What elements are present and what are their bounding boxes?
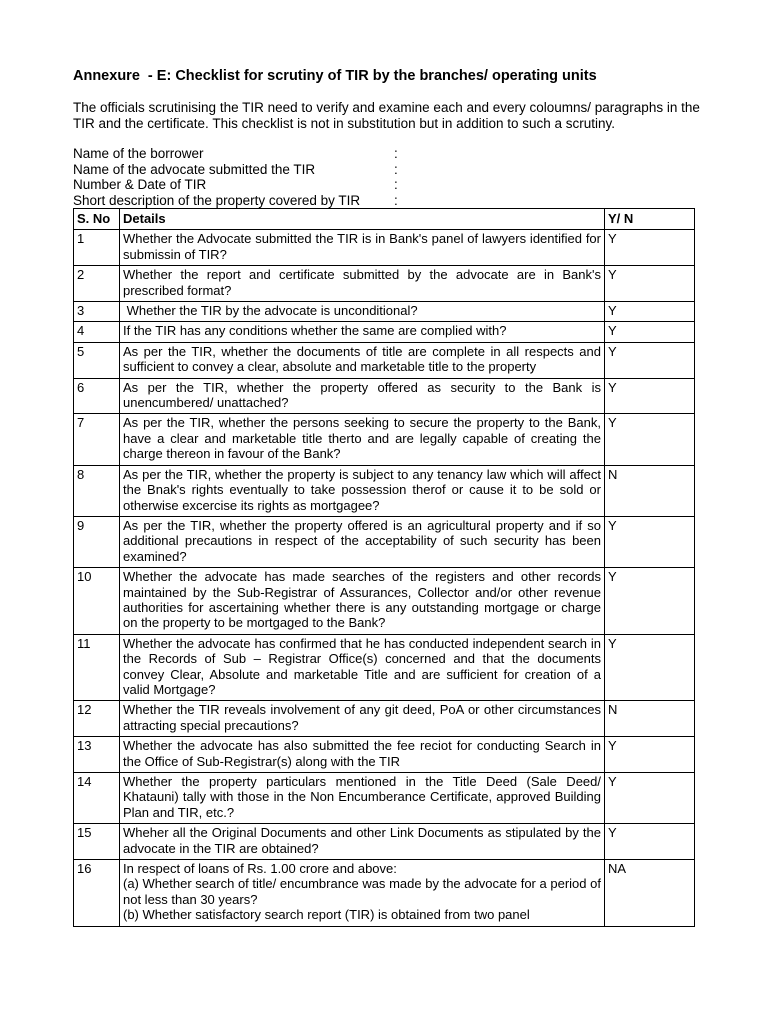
table-row: [74, 465, 695, 516]
table-row: [74, 414, 695, 465]
cell-sno: 7: [74, 414, 120, 465]
cell-sno: 2: [74, 266, 120, 302]
field-tir-number-date: [73, 177, 398, 193]
field-colon: :: [394, 177, 398, 193]
cell-details: If the TIR has any conditions whether the same are complied with?: [120, 322, 605, 342]
cell-yn: Y: [605, 266, 695, 302]
cell-yn: Y: [605, 414, 695, 465]
cell-details: As per the TIR, whether the property is subject to any tenancy law which will affect the Bnak's rights eventually to take possession therof or cause it to be sold or otherwise excercise its rights as mortgagee?: [120, 465, 605, 516]
page-title: Annexure - E: Checklist for scrutiny of TIR by the branches/ operating units: [73, 68, 597, 84]
table-row: [74, 302, 695, 322]
table-row: [74, 773, 695, 824]
cell-details: As per the TIR, whether the property offered as security to the Bank is unencumbered/ unattached?: [120, 378, 605, 414]
cell-sno: 8: [74, 465, 120, 516]
table-row: [74, 266, 695, 302]
cell-sno: 16: [74, 860, 120, 927]
cell-yn: Y: [605, 824, 695, 860]
cell-yn: N: [605, 465, 695, 516]
table-row: [74, 342, 695, 378]
cell-sno: 1: [74, 230, 120, 266]
field-label: Number & Date of TIR: [73, 177, 207, 193]
cell-sno: 14: [74, 773, 120, 824]
borrower-fields: [73, 146, 398, 208]
field-label: Short description of the property covered by TIR: [73, 192, 361, 208]
table-row: [74, 322, 695, 342]
cell-details: As per the TIR, whether the property offered is an agricultural property and if so additional precautions in respect of the acceptability of such security has been examined?: [120, 516, 605, 567]
cell-yn: Y: [605, 342, 695, 378]
cell-details: As per the TIR, whether the documents of title are complete in all respects and sufficient to convey a clear, absolute and marketable title to the property: [120, 342, 605, 378]
table-row: [74, 737, 695, 773]
cell-sno: 6: [74, 378, 120, 414]
cell-details: Whether the Advocate submitted the TIR is in Bank's panel of lawyers identified for submissin of TIR?: [120, 230, 605, 266]
field-property-description: [73, 192, 398, 209]
field-borrower-name: [73, 146, 398, 162]
table-row: [74, 824, 695, 860]
header-details: Details: [120, 209, 605, 230]
cell-sno: 11: [74, 634, 120, 701]
cell-yn: Y: [605, 773, 695, 824]
checklist-table: [73, 208, 695, 927]
cell-details: Whether the advocate has made searches of the registers and other records maintained by the Sub-Registrar of Assurances, Collector and/or other revenue authorities for ascertaining whether there is any outstanding mortgage or charge on the property to be mortgaged to the Bank?: [120, 568, 605, 635]
cell-yn: Y: [605, 378, 695, 414]
field-colon: :: [394, 161, 398, 177]
cell-sno: 4: [74, 322, 120, 342]
cell-sno: 3: [74, 302, 120, 322]
cell-yn: Y: [605, 230, 695, 266]
cell-details: Whether the TIR reveals involvement of any git deed, PoA or other circumstances attracting special precautions?: [120, 701, 605, 737]
cell-details: Whether the advocate has confirmed that he has conducted independent search in the Records of Sub – Registrar Office(s) concerned and that the documents convey Clear, Absolute and marketable Title and are sufficient for creation of a valid Mortgage?: [120, 634, 605, 701]
cell-sno: 10: [74, 568, 120, 635]
cell-yn: Y: [605, 322, 695, 342]
table-row: [74, 378, 695, 414]
header-yn: Y/ N: [605, 209, 695, 230]
cell-yn: Y: [605, 516, 695, 567]
cell-yn: NA: [605, 860, 695, 927]
cell-details: Whether the report and certificate submitted by the advocate are in Bank's prescribed format?: [120, 266, 605, 302]
cell-details: Whether the advocate has also submitted the fee reciot for conducting Search in the Office of Sub-Registrar(s) along with the TIR: [120, 737, 605, 773]
cell-sno: 9: [74, 516, 120, 567]
table-row: [74, 634, 695, 701]
cell-sno: 12: [74, 701, 120, 737]
table-row: [74, 701, 695, 737]
field-colon: :: [394, 192, 398, 208]
table-row: [74, 516, 695, 567]
cell-sno: 15: [74, 824, 120, 860]
details-line: (b) Whether satisfactory search report (TIR) is obtained from two panel: [123, 907, 530, 923]
cell-details: Whether the TIR by the advocate is unconditional?: [120, 302, 605, 322]
cell-yn: Y: [605, 634, 695, 701]
cell-details: As per the TIR, whether the persons seeking to secure the property to the Bank, have a clear and marketable title therto and are legally capable of creating the charge thereon in favour of the Bank?: [120, 414, 605, 465]
intro-paragraph: The officials scrutinising the TIR need to verify and examine each and every coloumns/ paragraphs in the TIR and the certificate. This checklist is not in substitution but in addition to such a scrutiny.: [73, 100, 700, 131]
header-sno: S. No: [74, 209, 120, 230]
cell-details: Whether the property particulars mentioned in the Title Deed (Sale Deed/ Khatauni) tally with those in the Non Encumberance Certificate, approved Building Plan and TIR, etc.?: [120, 773, 605, 824]
field-colon: :: [394, 146, 398, 161]
cell-details: Wheher all the Original Documents and other Link Documents as stipulated by the advocate in the TIR are obtained?: [120, 824, 605, 860]
cell-details: [120, 860, 605, 927]
field-label: Name of the borrower: [73, 146, 204, 161]
cell-yn: N: [605, 701, 695, 737]
field-advocate-name: [73, 161, 398, 178]
cell-sno: 5: [74, 342, 120, 378]
details-line: (a) Whether search of title/ encumbrance was made by the advocate for a period of not less than 30 years?: [123, 876, 601, 907]
cell-yn: Y: [605, 302, 695, 322]
field-label: Name of the advocate submitted the TIR: [73, 161, 316, 177]
table-header-row: [74, 209, 695, 230]
cell-yn: Y: [605, 568, 695, 635]
details-line: In respect of loans of Rs. 1.00 crore and above:: [123, 861, 397, 877]
cell-sno: 13: [74, 737, 120, 773]
cell-yn: Y: [605, 737, 695, 773]
table-row: [74, 860, 695, 927]
table-row: [74, 230, 695, 266]
table-row: [74, 568, 695, 635]
